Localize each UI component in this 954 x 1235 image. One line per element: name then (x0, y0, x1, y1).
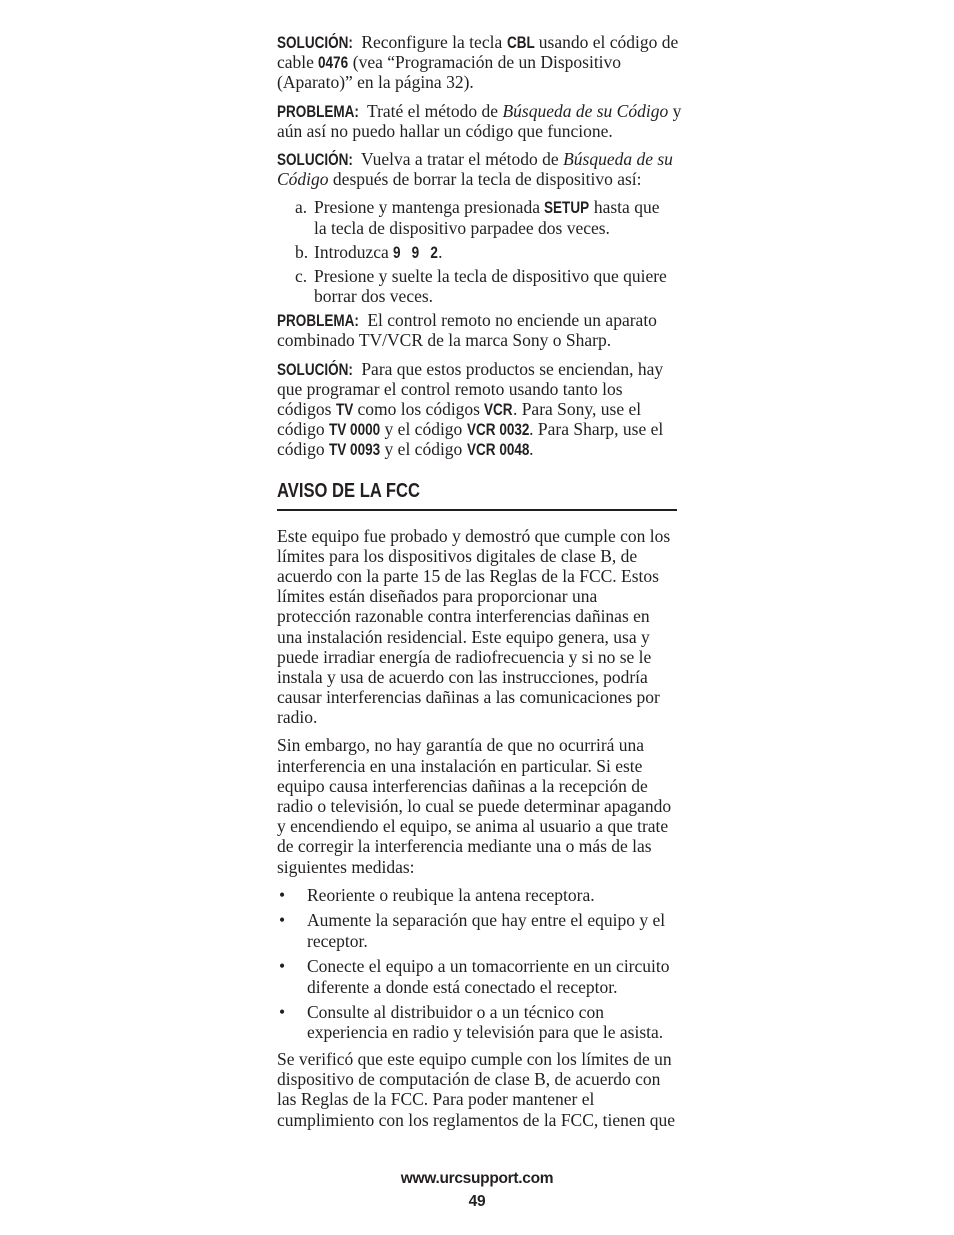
key-sequence: 9 9 2 (393, 243, 439, 262)
text-run: Reconfigure la tecla (356, 32, 507, 52)
key-term: TV 0093 (329, 441, 381, 460)
step-item (277, 266, 677, 306)
key-term: VCR 0048 (466, 441, 530, 460)
solution-label: SOLUCIÓN: (277, 360, 353, 379)
text-line: límites para los dispositivos digitales de clase B, de (277, 545, 638, 566)
text-run: El control remoto no enciende un aparato (362, 310, 657, 331)
fcc-intro (277, 526, 677, 877)
text-line (277, 359, 677, 379)
text-line: cumplimiento con los reglamentos de la FCC, tienen que (277, 1109, 676, 1130)
text-run: . Para Sony, use el (512, 399, 642, 419)
key-term: TV 0000 (329, 421, 381, 440)
text-run: códigos (277, 399, 336, 419)
fcc-heading (277, 479, 677, 511)
italic-term: Código (277, 169, 329, 190)
text-line: experiencia en radio y televisión para que le asista. (307, 1022, 664, 1043)
text-line: instala y usa de acuerdo con las instrucciones, podría (277, 666, 648, 687)
text-line: Este equipo fue probado y demostró que cumple con los (277, 525, 671, 546)
bullet-marker: • (279, 884, 286, 905)
text-line: Sin embargo, no hay garantía de que no ocurrirá una (277, 735, 645, 756)
text-run: y el código (380, 439, 467, 460)
text-line: y encendiendo el equipo, se anima al usuario a que trate (277, 816, 669, 837)
solution-label: SOLUCIÓN: (277, 150, 353, 169)
text-run: Presione y mantenga presionada (314, 197, 545, 218)
text-run: después de borrar la tecla de dispositivo así: (328, 169, 642, 190)
text-run: y el código (380, 419, 467, 440)
text-line: interferencia en una instalación en particular. Si este (277, 755, 643, 776)
text-run: y (668, 100, 682, 121)
text-line: receptor. (307, 930, 368, 951)
text-run: . Para Sharp, use el (529, 419, 664, 440)
text-run: Vuelva a tratar el método de (356, 148, 564, 169)
text-column (277, 32, 682, 1138)
text-run: (vea “Programación de un Dispositivo (348, 52, 622, 73)
text-run: como los códigos (353, 399, 485, 419)
step-marker: a. (295, 197, 308, 218)
problem-paragraph (277, 310, 677, 350)
measure-item (277, 956, 677, 996)
text-line: (Aparato)” en la página 32). (277, 72, 474, 93)
body-paragraph (277, 526, 677, 728)
text-line: límites están diseñados para proporcionar una (277, 586, 598, 607)
measure-item (277, 910, 677, 950)
text-line: que programar el control remoto usando tanto los (277, 378, 623, 399)
troubleshooting-entries-bottom (277, 310, 677, 459)
text-line (314, 242, 677, 262)
problem-label: PROBLEMA: (277, 312, 359, 331)
solution-label: SOLUCIÓN: (277, 34, 353, 52)
measures-list (277, 885, 677, 1043)
step-marker: c. (295, 265, 308, 286)
text-run: . (438, 241, 443, 262)
body-paragraph (277, 1049, 677, 1130)
step-marker: b. (295, 241, 309, 262)
text-run: cable (277, 52, 319, 73)
problem-paragraph (277, 100, 682, 141)
text-line (277, 52, 677, 72)
text-line (277, 100, 682, 121)
text-line: combinado TV/VCR de la marca Sony o Sharp. (277, 330, 612, 351)
text-line: Presione y suelte la tecla de dispositivo que quiere (314, 265, 667, 286)
solution-paragraph (277, 149, 677, 189)
text-run: usando el código de (534, 32, 679, 52)
text-run: Traté el método de (362, 100, 503, 121)
text-line: Reoriente o reubique la antena receptora. (307, 884, 595, 905)
text-line: borrar dos veces. (314, 286, 434, 307)
bullet-marker: • (279, 1002, 286, 1023)
text-line (314, 197, 677, 217)
text-line (277, 169, 677, 189)
text-line: causar interferencias dañinas a las comunicaciones por (277, 687, 660, 708)
text-line (277, 439, 677, 459)
text-run: Introduzca (314, 241, 394, 262)
key-term: CBL (506, 34, 535, 52)
text-line: radio o televisión, lo cual se puede determinar apagando (277, 796, 672, 816)
text-run: Para que estos productos se enciendan, hay (356, 358, 664, 379)
support-url: www.urcsupport.com (400, 1170, 554, 1187)
text-line: de corregir la interferencia mediante una o más de las (277, 836, 652, 857)
text-line: una instalación residencial. Este equipo genera, usa y (277, 626, 650, 647)
italic-term: Búsqueda de su Código (502, 100, 669, 121)
key-term: SETUP (544, 199, 590, 218)
text-line: siguientes medidas: (277, 856, 415, 877)
text-line: aún así no puedo hallar un código que funcione. (277, 120, 613, 141)
text-run: código (277, 439, 330, 460)
text-line: equipo causa interferencias dañinas a la recepción de (277, 775, 648, 796)
text-line: la tecla de dispositivo parpadee dos veces. (314, 217, 610, 238)
text-run: . (529, 439, 534, 460)
solution-paragraph (277, 32, 677, 93)
step-list (277, 197, 677, 306)
text-line: Conecte el equipo a un tomacorriente en un circuito (307, 956, 670, 977)
bullet-marker: • (279, 956, 286, 977)
measure-item (277, 885, 677, 905)
text-run: hasta que (589, 197, 660, 218)
text-line: Se verificó que este equipo cumple con los límites de un (277, 1049, 672, 1070)
measure-item (277, 1002, 677, 1042)
text-line: diferente a donde está conectado el receptor. (307, 976, 618, 997)
body-paragraph (277, 735, 677, 876)
page-footer (277, 1169, 677, 1212)
step-item (277, 197, 677, 237)
text-line (277, 32, 677, 52)
fcc-closing (277, 1049, 677, 1130)
solution-paragraph (277, 359, 677, 460)
italic-term: Búsqueda de su (563, 148, 673, 169)
text-line: protección razonable contra interferencias dañinas en (277, 606, 650, 627)
text-line: Aumente la separación que hay entre el equipo y el (307, 910, 666, 931)
text-line: dispositivo de computación de clase B, de acuerdo con (277, 1069, 661, 1090)
text-line: puede irradiar energía de radiofrecuencia y si no se le (277, 646, 652, 667)
text-line (277, 399, 677, 419)
page-number: 49 (468, 1193, 486, 1210)
troubleshooting-entries-top (277, 32, 682, 190)
text-line (277, 310, 677, 330)
text-line (277, 149, 677, 169)
text-line: las Reglas de la FCC. Para poder mantener el (277, 1089, 595, 1110)
key-term: VCR (484, 401, 513, 419)
fcc-heading-text: AVISO DE LA FCC (277, 479, 420, 502)
text-run: código (277, 419, 330, 440)
key-term: 0476 (318, 54, 349, 73)
step-item (277, 242, 677, 262)
bullet-marker: • (279, 910, 286, 931)
problem-label: PROBLEMA: (277, 102, 359, 121)
text-line: radio. (277, 707, 318, 728)
text-line: Consulte al distribuidor o a un técnico con (307, 1002, 604, 1023)
text-line: acuerdo con la parte 15 de las Reglas de la FCC. Estos (277, 565, 659, 586)
key-term: TV (335, 401, 354, 419)
text-line (277, 419, 677, 439)
key-term: VCR 0032 (466, 421, 530, 440)
